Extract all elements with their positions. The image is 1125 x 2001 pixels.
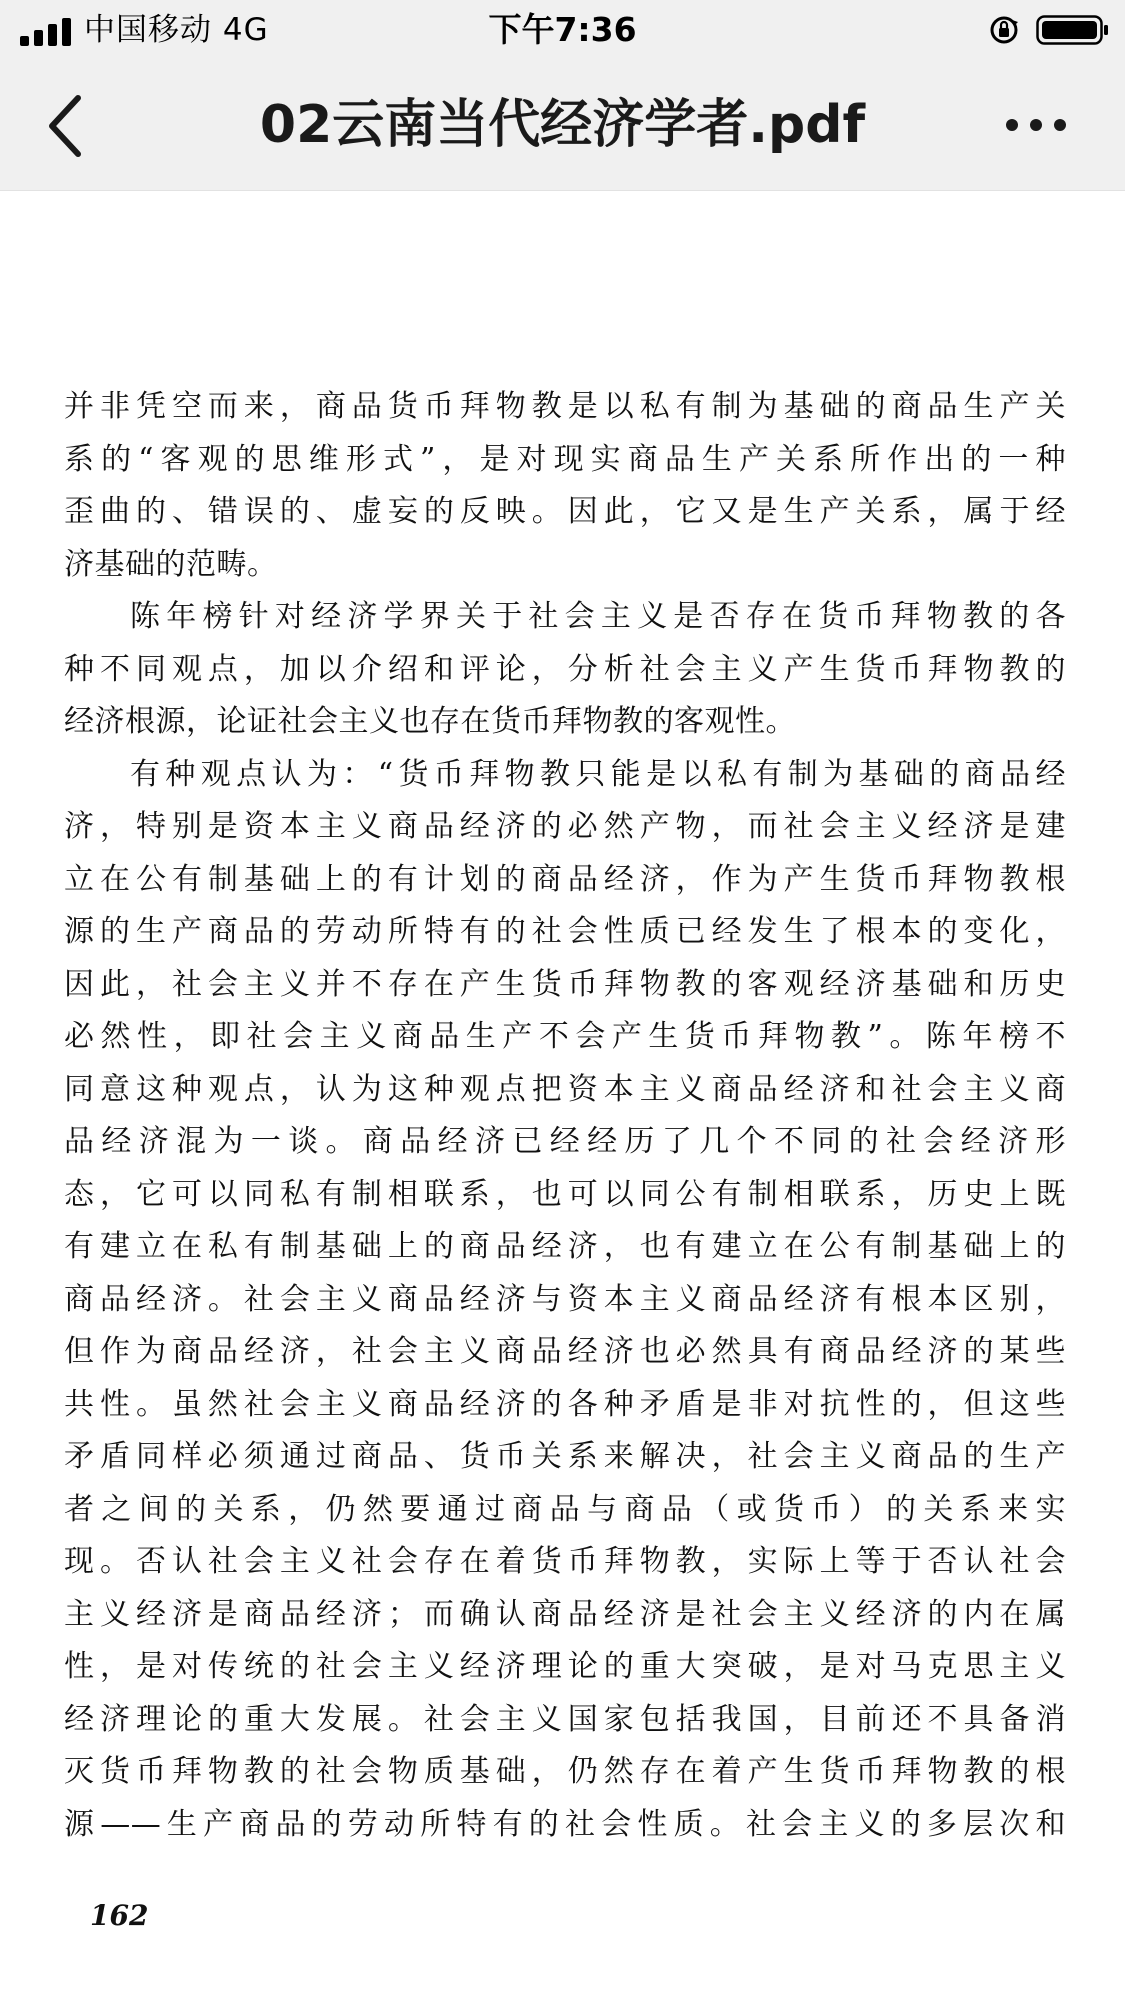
chevron-left-icon (40, 88, 96, 164)
more-button[interactable] (996, 100, 1076, 150)
text-line: 歪曲的、错误的、虚妄的反映。因此，它又是生产关系，属于经 (64, 494, 1066, 529)
text-line: 必然性，即社会主义商品生产不会产生货币拜物教”。陈年榜不 (64, 1019, 1066, 1054)
ellipsis-icon (996, 100, 1076, 150)
text-line: 陈年榜针对经济学界关于社会主义是否存在货币拜物教的各 (130, 599, 1066, 634)
text-line: 同意这种观点，认为这种观点把资本主义商品经济和社会主义商 (64, 1071, 1066, 1107)
rotation-lock-icon (988, 14, 1020, 46)
text-line: 因此，社会主义并不存在产生货币拜物教的客观经济基础和历史 (64, 966, 1066, 1002)
text-line: 经济根源，论证社会主义也存在货币拜物教的客观性。 (64, 704, 796, 739)
text-line: 现。否认社会主义社会存在着货币拜物教，实际上等于否认社会 (64, 1544, 1066, 1579)
text-line: 品经济混为一谈。商品经济已经经历了几个不同的社会经济形 (64, 1124, 1066, 1159)
text-line: 有建立在私有制基础上的商品经济，也有建立在公有制基础上的 (64, 1229, 1066, 1264)
text-line: 者之间的关系，仍然要通过商品与商品（或货币）的关系来实 (64, 1491, 1066, 1527)
text-line: 有种观点认为：“货币拜物教只能是以私有制为基础的商品经 (130, 756, 1066, 792)
text-line: 灭货币拜物教的社会物质基础，仍然存在着产生货币拜物教的根 (64, 1754, 1066, 1789)
text-line: 济基础的范畴。 (64, 546, 278, 582)
text-line: 源的生产商品的劳动所特有的社会性质已经发生了根本的变化， (64, 914, 1066, 949)
back-button[interactable] (40, 88, 96, 164)
text-line: 共性。虽然社会主义商品经济的各种矛盾是非对抗性的，但这些 (64, 1386, 1066, 1422)
text-line: 并非凭空而来，商品货币拜物教是以私有制为基础的商品生产关 (64, 389, 1066, 424)
text-line: 但作为商品经济，社会主义商品经济也必然具有商品经济的某些 (64, 1334, 1066, 1369)
status-time: 下午7:36 (488, 10, 637, 49)
page-number: 162 (90, 1899, 149, 1932)
text-line: 性，是对传统的社会主义经济理论的重大突破，是对马克思主义 (64, 1649, 1066, 1684)
page-body (64, 381, 1066, 1851)
text-line: 立在公有制基础上的有计划的商品经济，作为产生货币拜物教根 (64, 861, 1066, 897)
text-line: 源——生产商品的劳动所特有的社会性质。社会主义的多层次和 (64, 1806, 1066, 1842)
text-line: 态，它可以同私有制相联系，也可以同公有制相联系，历史上既 (64, 1176, 1066, 1212)
nav-bar (0, 60, 1125, 191)
carrier-label: 中国移动 4G (84, 12, 269, 48)
pdf-page[interactable] (0, 191, 1125, 2001)
text-line: 主义经济是商品经济；而确认商品经济是社会主义经济的内在属 (64, 1596, 1066, 1632)
text-line: 系的“客观的思维形式”，是对现实商品生产关系所作出的一种 (64, 441, 1066, 477)
text-line: 经济理论的重大发展。社会主义国家包括我国，目前还不具备消 (64, 1701, 1066, 1737)
battery-icon (1036, 14, 1110, 46)
status-bar (0, 0, 1125, 60)
text-line: 济，特别是资本主义商品经济的必然产物，而社会主义经济是建 (64, 809, 1066, 844)
text-line: 矛盾同样必须通过商品、货币关系来解决，社会主义商品的生产 (64, 1439, 1066, 1474)
text-line: 种不同观点，加以介绍和评论，分析社会主义产生货币拜物教的 (64, 651, 1066, 687)
text-line: 商品经济。社会主义商品经济与资本主义商品经济有根本区别， (64, 1281, 1066, 1317)
document-title: 02云南当代经济学者.pdf (259, 95, 866, 155)
